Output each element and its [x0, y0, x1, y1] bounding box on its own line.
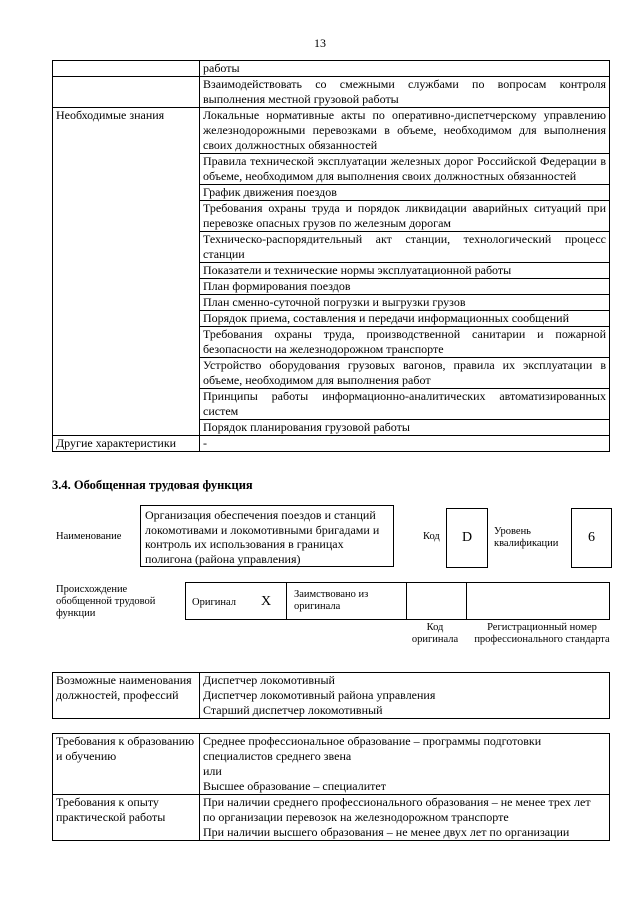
- page-number: 13: [314, 36, 326, 50]
- empty-label-cell: [53, 77, 200, 108]
- function-name: Организация обеспечения поездов и станций локомотивами и локомотивными бригадами и контроль их использования в границах полигона (района управления): [145, 508, 380, 566]
- table-row: [53, 734, 610, 795]
- action-cell: Взаимодействовать со смежными службами по вопросам контроля выполнения местной грузовой работы: [200, 77, 610, 108]
- experience-line: При наличии среднего профессионального образования – не менее трех лет по организации перевозок на железнодорожном транспорте: [203, 795, 591, 824]
- action-cell: работы: [200, 61, 610, 77]
- position-item: Старший диспетчер локомотивный: [203, 703, 383, 717]
- knowledge-item: Принципы работы информационно-аналитических автоматизированных систем: [200, 389, 610, 420]
- table-row: [53, 673, 610, 719]
- function-name-box: [140, 505, 394, 567]
- level-box: [571, 508, 612, 568]
- section-heading: 3.4. Обобщенная трудовая функция: [52, 478, 253, 492]
- knowledge-item: План формирования поездов: [200, 279, 610, 295]
- name-label: Наименование: [56, 531, 122, 542]
- table-row: [53, 436, 610, 452]
- knowledge-label: Необходимые знания: [53, 108, 200, 436]
- knowledge-item: Порядок приема, составления и передачи информационных сообщений: [200, 311, 610, 327]
- code-box: [446, 508, 488, 568]
- knowledge-item: Требования охраны труда и порядок ликвидации аварийных ситуаций при перевозке опасных грузов по железным дорогам: [200, 201, 610, 232]
- reg-number-label: Регистрационный номер профессионального стандарта: [474, 622, 610, 645]
- empty-label-cell: [53, 61, 200, 77]
- requirements-table: [52, 733, 610, 841]
- origin-row: [185, 582, 610, 620]
- code-label: Код: [423, 531, 440, 542]
- education-line: или: [203, 764, 222, 778]
- knowledge-item: План сменно-суточной погрузки и выгрузки грузов: [200, 295, 610, 311]
- other-characteristics-label: Другие характеристики: [53, 436, 200, 452]
- knowledge-table: [52, 60, 610, 452]
- code-original-label: Код оригинала: [411, 622, 459, 645]
- knowledge-item: Техническо-распорядительный акт станции, технологический процесс станции: [200, 232, 610, 263]
- education-values: [200, 734, 610, 795]
- original-mark: X: [261, 594, 272, 609]
- education-line: Высшее образование – специалитет: [203, 779, 386, 793]
- positions-label: Возможные наименования должностей, профессий: [53, 673, 200, 719]
- position-item: Диспетчер локомотивный: [203, 673, 335, 687]
- knowledge-item: Порядок планирования грузовой работы: [200, 420, 610, 436]
- knowledge-item: Правила технической эксплуатации железных дорог Российской Федерации в объеме, необходимом для выполнения своих должностных обязанностей: [200, 154, 610, 185]
- knowledge-item: Устройство оборудования грузовых вагонов, правила их эксплуатации в объеме, необходимом для выполнения работ: [200, 358, 610, 389]
- original-label: Оригинал: [192, 597, 236, 608]
- education-label: Требования к образованию и обучению: [53, 734, 200, 795]
- table-row: [53, 108, 610, 154]
- knowledge-item: График движения поездов: [200, 185, 610, 201]
- level-value: 6: [588, 530, 595, 545]
- experience-label: Требования к опыту практической работы: [53, 795, 200, 841]
- positions-values: [200, 673, 610, 719]
- reg-number-cell: [466, 583, 611, 619]
- experience-values: [200, 795, 610, 841]
- table-row: [53, 61, 610, 77]
- position-item: Диспетчер локомотивный района управления: [203, 688, 436, 702]
- code-value: D: [461, 530, 473, 545]
- knowledge-item: Локальные нормативные акты по оперативно-диспетчерскому управлению железнодорожными перевозками в объеме, необходимом для выполнения своих должностных обязанностей: [200, 108, 610, 154]
- original-cell: [186, 583, 287, 619]
- origin-label: Происхождение обобщенной трудовой функции: [56, 584, 156, 619]
- other-characteristics-value: -: [200, 436, 610, 452]
- table-row: [53, 795, 610, 841]
- positions-table: [52, 672, 610, 719]
- table-row: [53, 77, 610, 108]
- level-label: Уровень квалификации: [494, 526, 559, 549]
- knowledge-item: Показатели и технические нормы эксплуатационной работы: [200, 263, 610, 279]
- knowledge-item: Требования охраны труда, производственной санитарии и пожарной безопасности на железнодорожном транспорте: [200, 327, 610, 358]
- borrowed-label: Заимствовано из оригинала: [294, 589, 369, 612]
- code-original-cell: [406, 583, 467, 619]
- experience-line: При наличии высшего образования – не менее двух лет по организации: [203, 825, 570, 839]
- education-line: Среднее профессиональное образование – программы подготовки специалистов среднего звена: [203, 734, 542, 763]
